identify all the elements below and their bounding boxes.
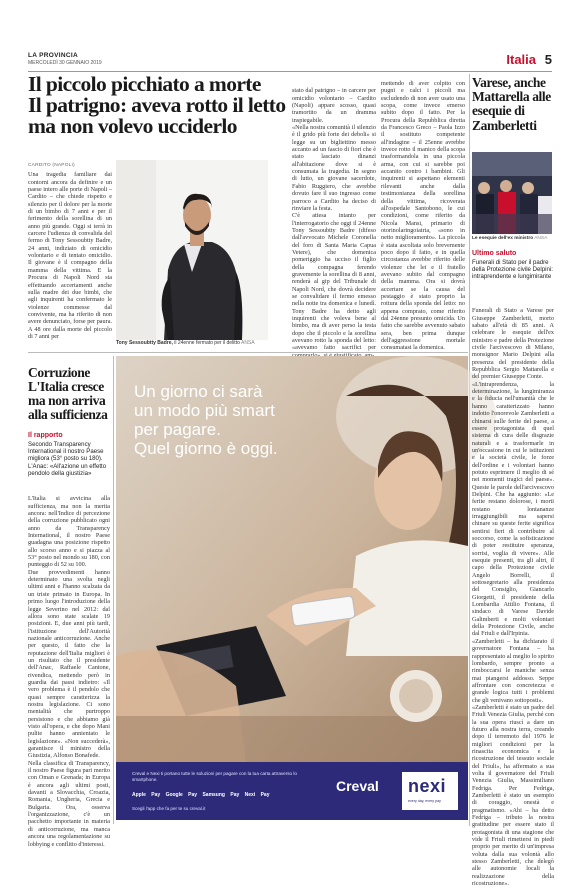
masthead <box>28 52 552 70</box>
page-number: 5 <box>544 52 552 67</box>
funeral-photo-caption <box>472 236 562 241</box>
photo-caption <box>116 340 286 346</box>
ad-headline-line-4: Quel giorno è oggi. <box>134 439 278 458</box>
corruzione-kicker: Il rapporto <box>28 432 63 439</box>
mattarella-kicker: Ultimo saluto <box>472 250 517 257</box>
corruzione-body <box>28 488 110 848</box>
main-story-text-3: mettendo di aver colpito con pugni e calci i piccoli ma escludendo di non aver usato una scopa, come invece emerso subito dopo il fatto. Per la Procura della Repubblica diretta da Francesco Greco – Paola Izzo il sostituto competente all'indagine – il 25enne avrebbe invece rotto il manico della scopa trasformandola in una piccola arma, con cui si sarebbe poi accanito contro i bambini. Gli inquirenti si aspettano elementi rilevanti anche dalla testimonianza della sorellina della vittima, ricoverata all'ospedale Santobono, le cui condizioni, come riferito da Nicola Mansi, primario di otorinolaringoiatria, «sono in netto miglioramento». La piccola è stata ascoltata solo brevemente poco dopo il fatto, e in quella circostanza avrebbe riferito delle violenze che lei e il fratello avevano subito dal compagno della mamma. Ora si dovrà accertare se la causa del pestaggio è stato proprio la rottura della sponda del letto: no appena comprato, come riferito dal 24enne presunto omicida. Un fatto che sarebbe avvenuto sabato sera, ben prima dunque dell'aggressione mortale consumatasi la domenica. <box>381 80 465 352</box>
corruzione-text: L'Italia si avvicina alla sufficienza, ma non la merita ancora: nell'Indice di percezione della corruzione pubblicato ogni anno da Transparency International, il nostro Paese guadagna una posizione rispetto allo scorso anno e si piazza al 53° posto nel mondo su 180, con punteggio di 52 su 100. Due provvedimenti hanno determinato una svolta negli ultimi anni e l'hanno scalzata da un triste primato in Europa. In primo luogo l'introduzione della legge Severino nel 2012: dal allora sono state scalate 19 posizioni. E, due anni più tardi, l'istituzione dell'Autorità nazionale anticorruzione. Anche per questo, il fatto che la reputazione dell'Italia migliori è un risultato che il presidente dell'Anac, Raffaele Cantone, rivendica, mettendo però in guardia dai passi indietro: «Il vero problema è il pendolo che quasi sempre caratterizza la nostra legislazione. Ci sono mentalità che purtroppo persistono e che abbiamo già visto all'opera, e che dopo Mani pulite hanno annientato le legislazione». «Non succederà», garantisce il ministro della Giustizia, Alfonso Bonafede. Nella classifica di Transparency, il nostro Paese figura pari merito con Oman e Grenada; in Europa è ancora agli ultimi posti, davanti a Slovacchia, Croazia, Romania, Ungheria, Grecia e Bulgaria. Ora, osserva l'organizzazione, c'è un pacchetto importante in materia di anticorruzione, ma manca ancora una regolamentazione su lobbying e conflitto d'interessi. <box>28 495 110 848</box>
suspect-portrait-image <box>116 160 268 340</box>
headline-line-2: Il patrigno: aveva rotto il letto <box>28 93 286 117</box>
mattarella-title: Varese, anche Mattarella alle esequie di Zamberletti <box>472 75 551 133</box>
ad-bottom-bar <box>116 762 468 820</box>
suspect-photo <box>116 160 268 340</box>
funeral-caption-text: Le esequie dell'ex ministro <box>472 236 534 241</box>
caption-name: Tony Sessoubtty Badre, <box>116 340 173 346</box>
main-story-text-1: Una tragedia familiare dai contorni ancora da definire e un paese intero alle porte di Napoli – Cardito – che chiede rispetto e silenzio per il dolore per la morte di un bimbo di 7 anni e per il ferimento della sorellina di un anno più grande. Oggi si terrà in carcere l'udienza di convalida del fermo di Tony Sessoubtty Badre, 24 anni, indiziato di omicidio volontario e di tentato omicidio. Il giovane è il compagno della mamma della vittima. E la Procura di Napoli Nord sta effettuando accertamenti anche sulla madre dei due bimbi, che agli inquirenti ha confermato le violenze commesse dal convivente, ma ha riferito di non avere denunciato, forse per paura. A 48 ore dalla morte del piccolo di 7 anni per <box>28 171 112 340</box>
story-separator <box>28 352 468 353</box>
mattarella-body <box>472 300 554 888</box>
funeral-caption-credit: ANSA <box>534 236 548 241</box>
main-story-col-3 <box>381 80 465 352</box>
nexi-logo: nexi <box>408 776 447 796</box>
corruzione-title: Corruzione L'Italia cresce ma non arriva alla sufficienza <box>28 365 108 422</box>
main-story-text-2: stato dal patrigno – in carcere per omicidio volontario – Cardito (Napoli) appare scosso, quasi tramortito da un dramma inspiegabile. «Nella nostra comunità il silenzio è il grido più forte dei deboli» si legge su un bigliettino messo accanto ad un fascio di fiori che è stato lasciato dinanzi all'abitazione dove si è consumata la tragedia. In segno di lutto, un giovane sacerdote, Fabio Ruggiero, che avrebbe dovuto fare il suo ingresso come parroco a Cardito ha deciso di rinviare la festa. C'è attesa intanto per l'interrogatorio che oggi il 24enne Tony Sessoubtty Badre (difeso dall'avvocato Michele Coronella del foro di Santa Maria Capua Vetere), che domenica pomeriggio ha ucciso il figlio della compagna ferendo gravemente la sorellina di 8 anni, renderà al gip del Tribunale di Napoli Nord, che dovrà decidere se convalidare il fermo emesso nella notte tra domenica e lunedì. Tony Badre ha detto agli inquirenti che voleva bene al bimbo, ma di aver perso la testa dopo che il piccolo e la sorellina avevano rotto la sponda del letto: «avevamo fatto sacrifici per <box>292 87 376 352</box>
nexi-logo-box <box>402 772 458 810</box>
main-headline <box>28 74 298 137</box>
ad-cta-link[interactable]: Scegli l'app che fa per te su creval.it <box>132 806 206 811</box>
creval-nexi-advertisement[interactable] <box>116 356 468 820</box>
column-rule-left <box>113 356 114 824</box>
section-name: Italia <box>506 52 536 67</box>
mattarella-text: Funerali di Stato a Varese per Giuseppe Zamberletti, morto sabato all'età di 85 anni. A celebrare le esequie dell'ex ministro e padre della Protezione civile l'arcivescovo di Milano, monsignor Mario Delpini alla presenza del presidente della Repubblica Sergio Mattarella e del premier Giuseppe Conte. «L'intraprendenza, la determinazione, la lungimiranza e la fiducia nell'umanità che le hanno caratterizzato hanno indotto l'onorevole Zamberletti a chinarsi sulle ferite del paese, a essere protagonista di quel sistema di cura delle disgrazie naturali e a trasformarle in un'occasione in cui le istituzioni e la società civile, le forze dell'ordine e i volontari hanno potuto esprimere il meglio di sé nei momenti tragici del paese». Queste le parole dell'arcivescovo Delpini. Che ha aggiunto: «Le ferite restano dolorose, i morti restano lontananze irraggiungibili ma sapersi chinare su queste ferite significa sentirsi fieri di contribuire al soccorso, come la sofisticazione di poter restituire speranza, sorrisi, voglia di vivere». Alle esequie presenti, tra gli altri, il capo della Protezione civile Angelo Borrelli, il sottosegretario alla presidenza del Consiglio, Giancarlo Giorgetti, il presidente della Lombardia Attilio Fontana, il sindaco di Varese Davide Galimberti e molti volontari della Protezione Civile, anche dal Friuli e dall'Irpinia. «Zamberletti – ha dichiarato il governatore Fontana – ha rappresentato al meglio lo spirito lombardo, sempre pronto a rimboccarsi le maniche senza mai piangersi addosso. Seppe affrontare con concretezza e grande logica tutti i problemi che gli venivano sottoposti». «Zamberletti è stato un padre del Friuli Venezia Giulia, perché con la sua opera riuscì a dare un futuro alla nostra terra, creando dopo il terremoto del 1976 le migliori condizioni per la rinascita economica e la ricostruzione del tessuto sociale del Friuli», ha affermato a sua volta il governatore del Friuli Venezia Giulia, Massimiliano Fedriga. Per Fedriga, Zamberletti è stato un esempio di coraggio, onestà e pragmatismo. «Ahi – ha detto Fedriga – tributo la nostra gratitudine per essere stato il protagonista di una stagione che vide il Friuli rimettersi in piedi proprio per merito di un'impresa voluta dalla sua volontà allo stesso Zamberletti, che delegò alle autonomie locali la realizzazione della ricostruzione». <box>472 307 554 888</box>
main-story-col-2 <box>292 80 376 352</box>
headline-line-3: ma non volevo ucciderlo <box>28 114 237 138</box>
ad-payment-apps: Apple Pay Google Pay Samsung Pay Nexi Pay <box>132 792 270 798</box>
ad-headline <box>134 382 364 458</box>
creval-logo: Creval <box>336 778 379 794</box>
funeral-photo <box>472 152 552 234</box>
nexi-tagline: every day, every pay <box>408 799 441 803</box>
newspaper-name: LA PROVINCIA <box>28 52 78 59</box>
caption-credit: ANSA <box>240 340 255 346</box>
main-story-col-1 <box>28 162 112 350</box>
byline: CARDITO (NAPOLI) <box>28 163 75 168</box>
corruzione-subhead: Secondo Transparency International il nostro Paese migliora (53° posto su 180). L'Anac: «All'azione un effetto pendolo della giustizia» <box>28 441 107 477</box>
issue-date: MERCOLEDÌ 30 GENNAIO 2019 <box>28 60 102 66</box>
ad-headline-line-2: un modo più smart <box>134 401 275 420</box>
ad-headline-line-1: Un giorno ci sarà <box>134 382 263 401</box>
headline-line-1: Il piccolo picchiato a morte <box>28 72 261 96</box>
ad-headline-line-3: per pagare. <box>134 420 221 439</box>
funeral-image <box>472 152 552 234</box>
caption-text: il 24enne fermato per il delitto <box>172 340 240 346</box>
ad-bar-text: Creval e Nexi ti portano tutte le soluzioni per pagare con la tua carta attraverso lo smartphone. <box>132 771 297 782</box>
mattarella-subhead: Funerali di Stato per il padre della Protezione civile Delpini: intraprendente e lungimirante <box>472 259 553 281</box>
